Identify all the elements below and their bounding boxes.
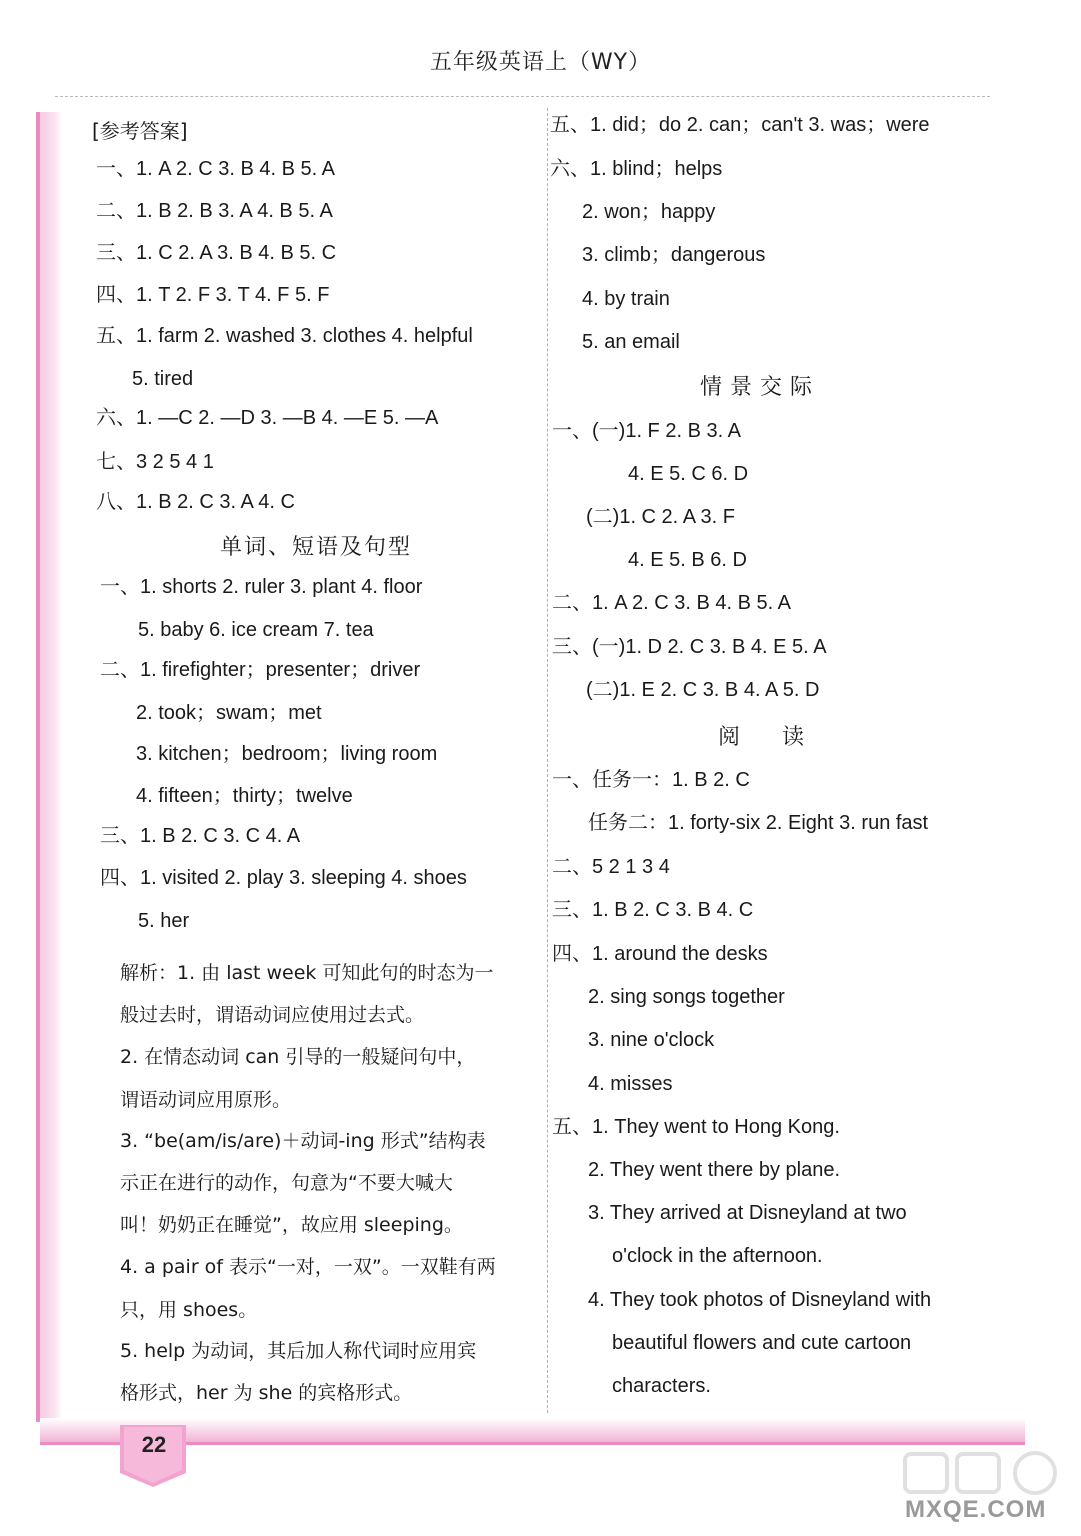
answer-line: 二、1. B 2. B 3. A 4. B 5. A xyxy=(96,200,333,222)
answer-line: 三、1. B 2. C 3. C 4. A xyxy=(100,825,301,847)
column-divider xyxy=(547,108,548,1413)
answer-line: 三、1. C 2. A 3. B 4. B 5. C xyxy=(96,242,337,264)
top-divider xyxy=(55,96,990,97)
answer-line: 3. climb；dangerous xyxy=(582,244,766,266)
answer-line: 四、1. visited 2. play 3. sleeping 4. shoes xyxy=(100,867,467,889)
answer-line: (二)1. E 2. C 3. B 4. A 5. D xyxy=(586,679,820,701)
answer-line: 三、(一)1. D 2. C 3. B 4. E 5. A xyxy=(552,636,827,658)
explanation-line: 3. “be(am/is/are)＋动词-ing 形式”结构表 xyxy=(120,1130,486,1152)
answer-line: 2. won；happy xyxy=(582,201,716,223)
answer-line: o'clock in the afternoon. xyxy=(612,1245,823,1267)
answer-line: 六、1. blind；helps xyxy=(550,158,723,180)
answer-line: 七、3 2 5 4 1 xyxy=(96,451,214,473)
answer-line: 二、1. A 2. C 3. B 4. B 5. A xyxy=(552,592,792,614)
pink-left-band xyxy=(40,112,62,1422)
explanation-line: 5. help 为动词，其后加人称代词时应用宾 xyxy=(120,1340,477,1362)
section-title-situation: 情景交际 xyxy=(700,375,821,400)
answer-line: 三、1. B 2. C 3. B 4. C xyxy=(552,899,754,921)
answer-line: 4. by train xyxy=(582,288,670,310)
answer-line: 2. They went there by plane. xyxy=(588,1159,841,1181)
answer-line: 二、5 2 1 3 4 xyxy=(552,856,670,878)
answer-line: 一、1. A 2. C 3. B 4. B 5. A xyxy=(96,158,336,180)
answer-key-heading: [参考答案] xyxy=(92,119,188,143)
answer-line: 2. took；swam；met xyxy=(136,702,322,724)
answer-line: 5. baby 6. ice cream 7. tea xyxy=(138,619,374,641)
explanation-line: 叫！奶奶正在睡觉”，故应用 sleeping。 xyxy=(120,1214,463,1236)
page-number: 22 xyxy=(141,1432,167,1457)
answer-line: 4. fifteen；thirty；twelve xyxy=(136,785,353,807)
answer-line: 任务二：1. forty-six 2. Eight 3. run fast xyxy=(588,812,929,834)
answer-line: 八、1. B 2. C 3. A 4. C xyxy=(96,491,295,513)
answer-line: 四、1. around the desks xyxy=(552,943,768,965)
answer-line: 一、1. shorts 2. ruler 3. plant 4. floor xyxy=(100,576,423,598)
page-header-title: 五年级英语上（WY） xyxy=(429,50,652,75)
answer-line: 一、任务一：1. B 2. C xyxy=(552,769,750,791)
explanation-line: 格形式，her 为 she 的宾格形式。 xyxy=(120,1382,413,1404)
answer-line: 4. E 5. B 6. D xyxy=(628,549,747,571)
watermark-text: MXQE.COM xyxy=(905,1496,1047,1523)
answer-line: 3. kitchen；bedroom；living room xyxy=(136,743,438,765)
explanation-line: 示正在进行的动作，句意为“不要大喊大 xyxy=(120,1172,453,1194)
answer-line: 5. her xyxy=(138,910,190,932)
explanation-line: 解析：1. 由 last week 可知此句的时态为一 xyxy=(120,962,494,984)
answer-line: characters. xyxy=(612,1375,711,1397)
answer-line: 3. They arrived at Disneyland at two xyxy=(588,1202,907,1224)
answer-line: 一、(一)1. F 2. B 3. A xyxy=(552,420,741,442)
answer-line: 二、1. firefighter；presenter；driver xyxy=(100,659,421,681)
answer-line: 五、1. They went to Hong Kong. xyxy=(552,1116,840,1138)
answer-line: 四、1. T 2. F 3. T 4. F 5. F xyxy=(96,284,330,306)
answer-line: beautiful flowers and cute cartoon xyxy=(612,1332,912,1354)
answer-line: 3. nine o'clock xyxy=(588,1029,715,1051)
explanation-line: 2. 在情态动词 can 引导的一般疑问句中， xyxy=(120,1046,476,1068)
answer-line: 五、1. did；do 2. can；can't 3. was；were xyxy=(550,114,930,136)
section-title-reading: 阅 读 xyxy=(718,725,815,750)
answer-line: 5. an email xyxy=(582,331,680,353)
answer-line: 五、1. farm 2. washed 3. clothes 4. helpful xyxy=(96,325,473,347)
explanation-line: 般过去时，谓语动词应使用过去式。 xyxy=(120,1004,425,1026)
explanation-line: 谓语动词应用原形。 xyxy=(120,1089,292,1111)
explanation-line: 4. a pair of 表示“一对，一双”。一双鞋有两 xyxy=(120,1256,496,1278)
answer-line: 六、1. —C 2. —D 3. —B 4. —E 5. —A xyxy=(96,407,439,429)
answer-line: 2. sing songs together xyxy=(588,986,785,1008)
explanation-line: 只，用 shoes。 xyxy=(120,1299,258,1321)
answer-line: 4. They took photos of Disneyland with xyxy=(588,1289,932,1311)
answer-line: (二)1. C 2. A 3. F xyxy=(586,506,735,528)
answer-line: 5. tired xyxy=(132,368,194,390)
section-title-vocab: 单词、短语及句型 xyxy=(220,535,413,560)
answer-line: 4. misses xyxy=(588,1073,673,1095)
answer-line: 4. E 5. C 6. D xyxy=(628,463,749,485)
